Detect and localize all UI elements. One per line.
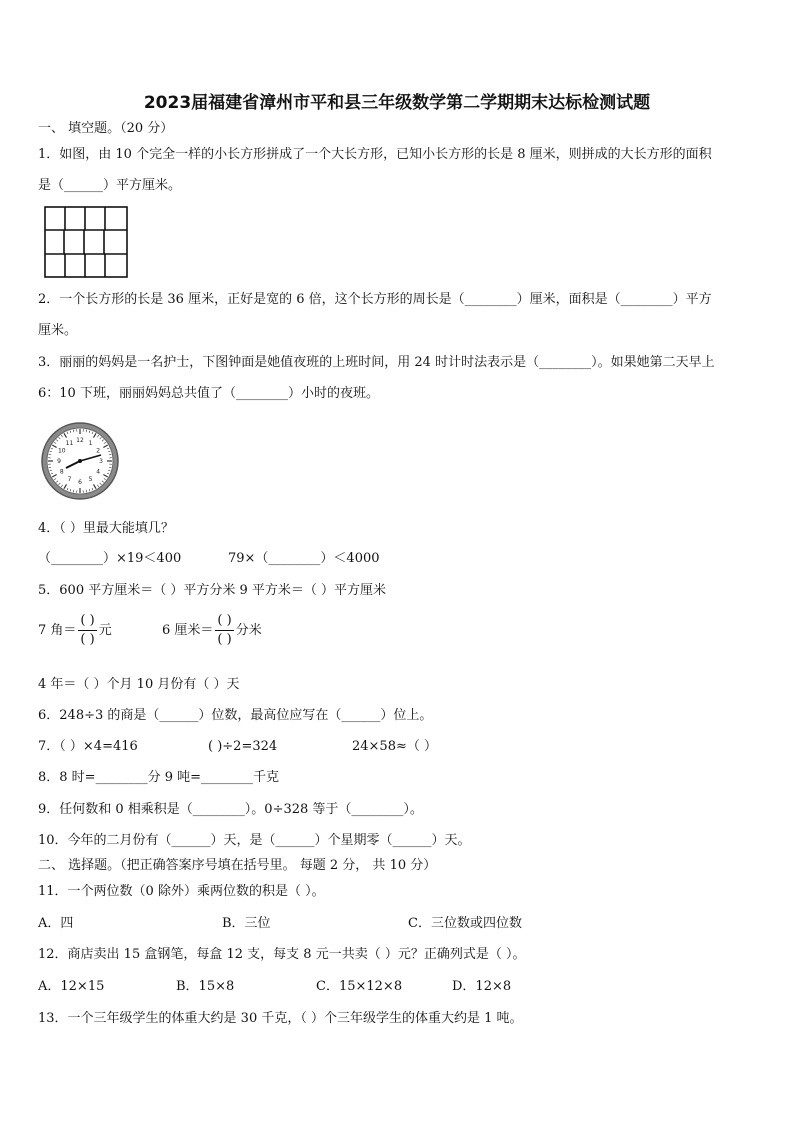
question-3-line-2: 6：10 下班，丽丽妈妈总共值了（________）小时的夜班。 — [38, 386, 379, 401]
q5-a-suffix: 元 — [98, 623, 112, 638]
section-fill-blank-heading: 一、 填空题。（20 分） — [38, 121, 174, 136]
question-5-line-3: 4 年＝（ ）个月 10 月份有（ ）天 — [38, 677, 240, 692]
q5-a-prefix: 7 角＝ — [38, 623, 77, 638]
question-9: 9．任何数和 0 相乘积是（________）。0÷328 等于（________）。 — [38, 802, 423, 817]
fraction-b-numerator: ( ) — [215, 612, 233, 631]
clock-numeral: 5 — [88, 476, 93, 484]
question-4-line-1: 4．（ ）里最大能填几？ — [38, 521, 174, 536]
clock-numeral: 11 — [65, 439, 74, 447]
clock-numeral: 9 — [57, 458, 61, 465]
clock-numeral: 4 — [96, 468, 101, 476]
clock-numeral: 6 — [78, 479, 82, 486]
fraction-a — [78, 612, 96, 649]
question-12-option-c: C．15×12×8 — [316, 979, 403, 994]
fraction-a-denominator: ( ) — [80, 632, 95, 647]
question-11-stem: 11．一个两位数（0 除外）乘两位数的积是（ ）。 — [38, 884, 325, 899]
fraction-a-numerator: ( ) — [78, 612, 96, 631]
question-5-line-1: 5．600 平方厘米＝（ ）平方分米 9 平方米＝（ ）平方厘米 — [38, 583, 387, 598]
question-10: 10．今年的二月份有（______）天，是（______）个星期零（______）天。 — [38, 833, 471, 848]
question-7-part-c: 24×58≈（ ） — [352, 739, 438, 754]
question-4-part-b: 79×（________）＜4000 — [228, 551, 380, 566]
fraction-b — [215, 612, 233, 649]
fraction-b-denominator: ( ) — [217, 632, 232, 647]
question-12-stem: 12．商店卖出 15 盒钢笔，每盒 12 支，每支 8 元一共卖（ ）元？正确列式是（ ）。 — [38, 947, 526, 962]
question-5-fraction-b — [162, 612, 262, 649]
question-4-part-a: （________）×19＜400 — [38, 551, 182, 566]
question-12-option-d: D．12×8 — [452, 979, 512, 994]
question-2-line-1: 2．一个长方形的长是 36 厘米，正好是宽的 6 倍，这个长方形的周长是（________）厘米，面积是（________）平方 — [38, 292, 712, 307]
section-choice-heading: 二、 选择题。（把正确答案序号填在括号里。 每题 2 分， 共 10 分） — [38, 858, 437, 873]
clock-numeral: 10 — [57, 447, 66, 455]
question-5-fraction-a — [38, 612, 112, 649]
question-12-option-a: A．12×15 — [38, 979, 105, 994]
question-7-part-a: 7．（ ）×4=416 — [38, 739, 138, 754]
clock-numeral: 7 — [67, 476, 72, 484]
rectangle-tiling-figure — [44, 206, 128, 278]
clock-numeral: 2 — [96, 447, 101, 455]
question-12-option-b: B．15×8 — [176, 979, 235, 994]
question-11-option-c: C．三位数或四位数 — [408, 916, 522, 931]
question-2-line-2: 厘米。 — [38, 323, 78, 338]
question-11-option-b: B．三位 — [222, 916, 271, 931]
question-7-part-b: ( )÷2=324 — [208, 739, 278, 754]
clock-numeral: 3 — [99, 458, 103, 465]
clock-numeral: 8 — [59, 468, 64, 476]
clock-numeral: 12 — [76, 437, 84, 444]
question-6: 6．248÷3 的商是（______）位数，最高位应写在（______）位上。 — [38, 708, 433, 723]
clock-face-icon — [40, 421, 120, 501]
question-1-line-1: 1．如图，由 10 个完全一样的小长方形拼成了一个大长方形，已知小长方形的长是 8 厘米，则拼成的大长方形的面积 — [38, 147, 712, 162]
clock-numeral: 1 — [88, 439, 93, 447]
q5-b-prefix: 6 厘米＝ — [162, 623, 214, 638]
question-3-line-1: 3．丽丽的妈妈是一名护士，下图钟面是她值夜班的上班时间，用 24 时计时法表示是（________）。如果她第二天早上 — [38, 355, 715, 370]
question-11-option-a: A．四 — [38, 916, 74, 931]
question-1-line-2: 是（______）平方厘米。 — [38, 178, 182, 193]
page-title: 2023届福建省漳州市平和县三年级数学第二学期期末达标检测试题 — [143, 93, 651, 113]
q5-b-suffix: 分米 — [235, 623, 262, 638]
question-13: 13．一个三年级学生的体重大约是 30 千克，（ ）个三年级学生的体重大约是 1 吨。 — [38, 1011, 523, 1026]
question-8: 8．8 时=________分 9 吨=________千克 — [38, 770, 279, 785]
